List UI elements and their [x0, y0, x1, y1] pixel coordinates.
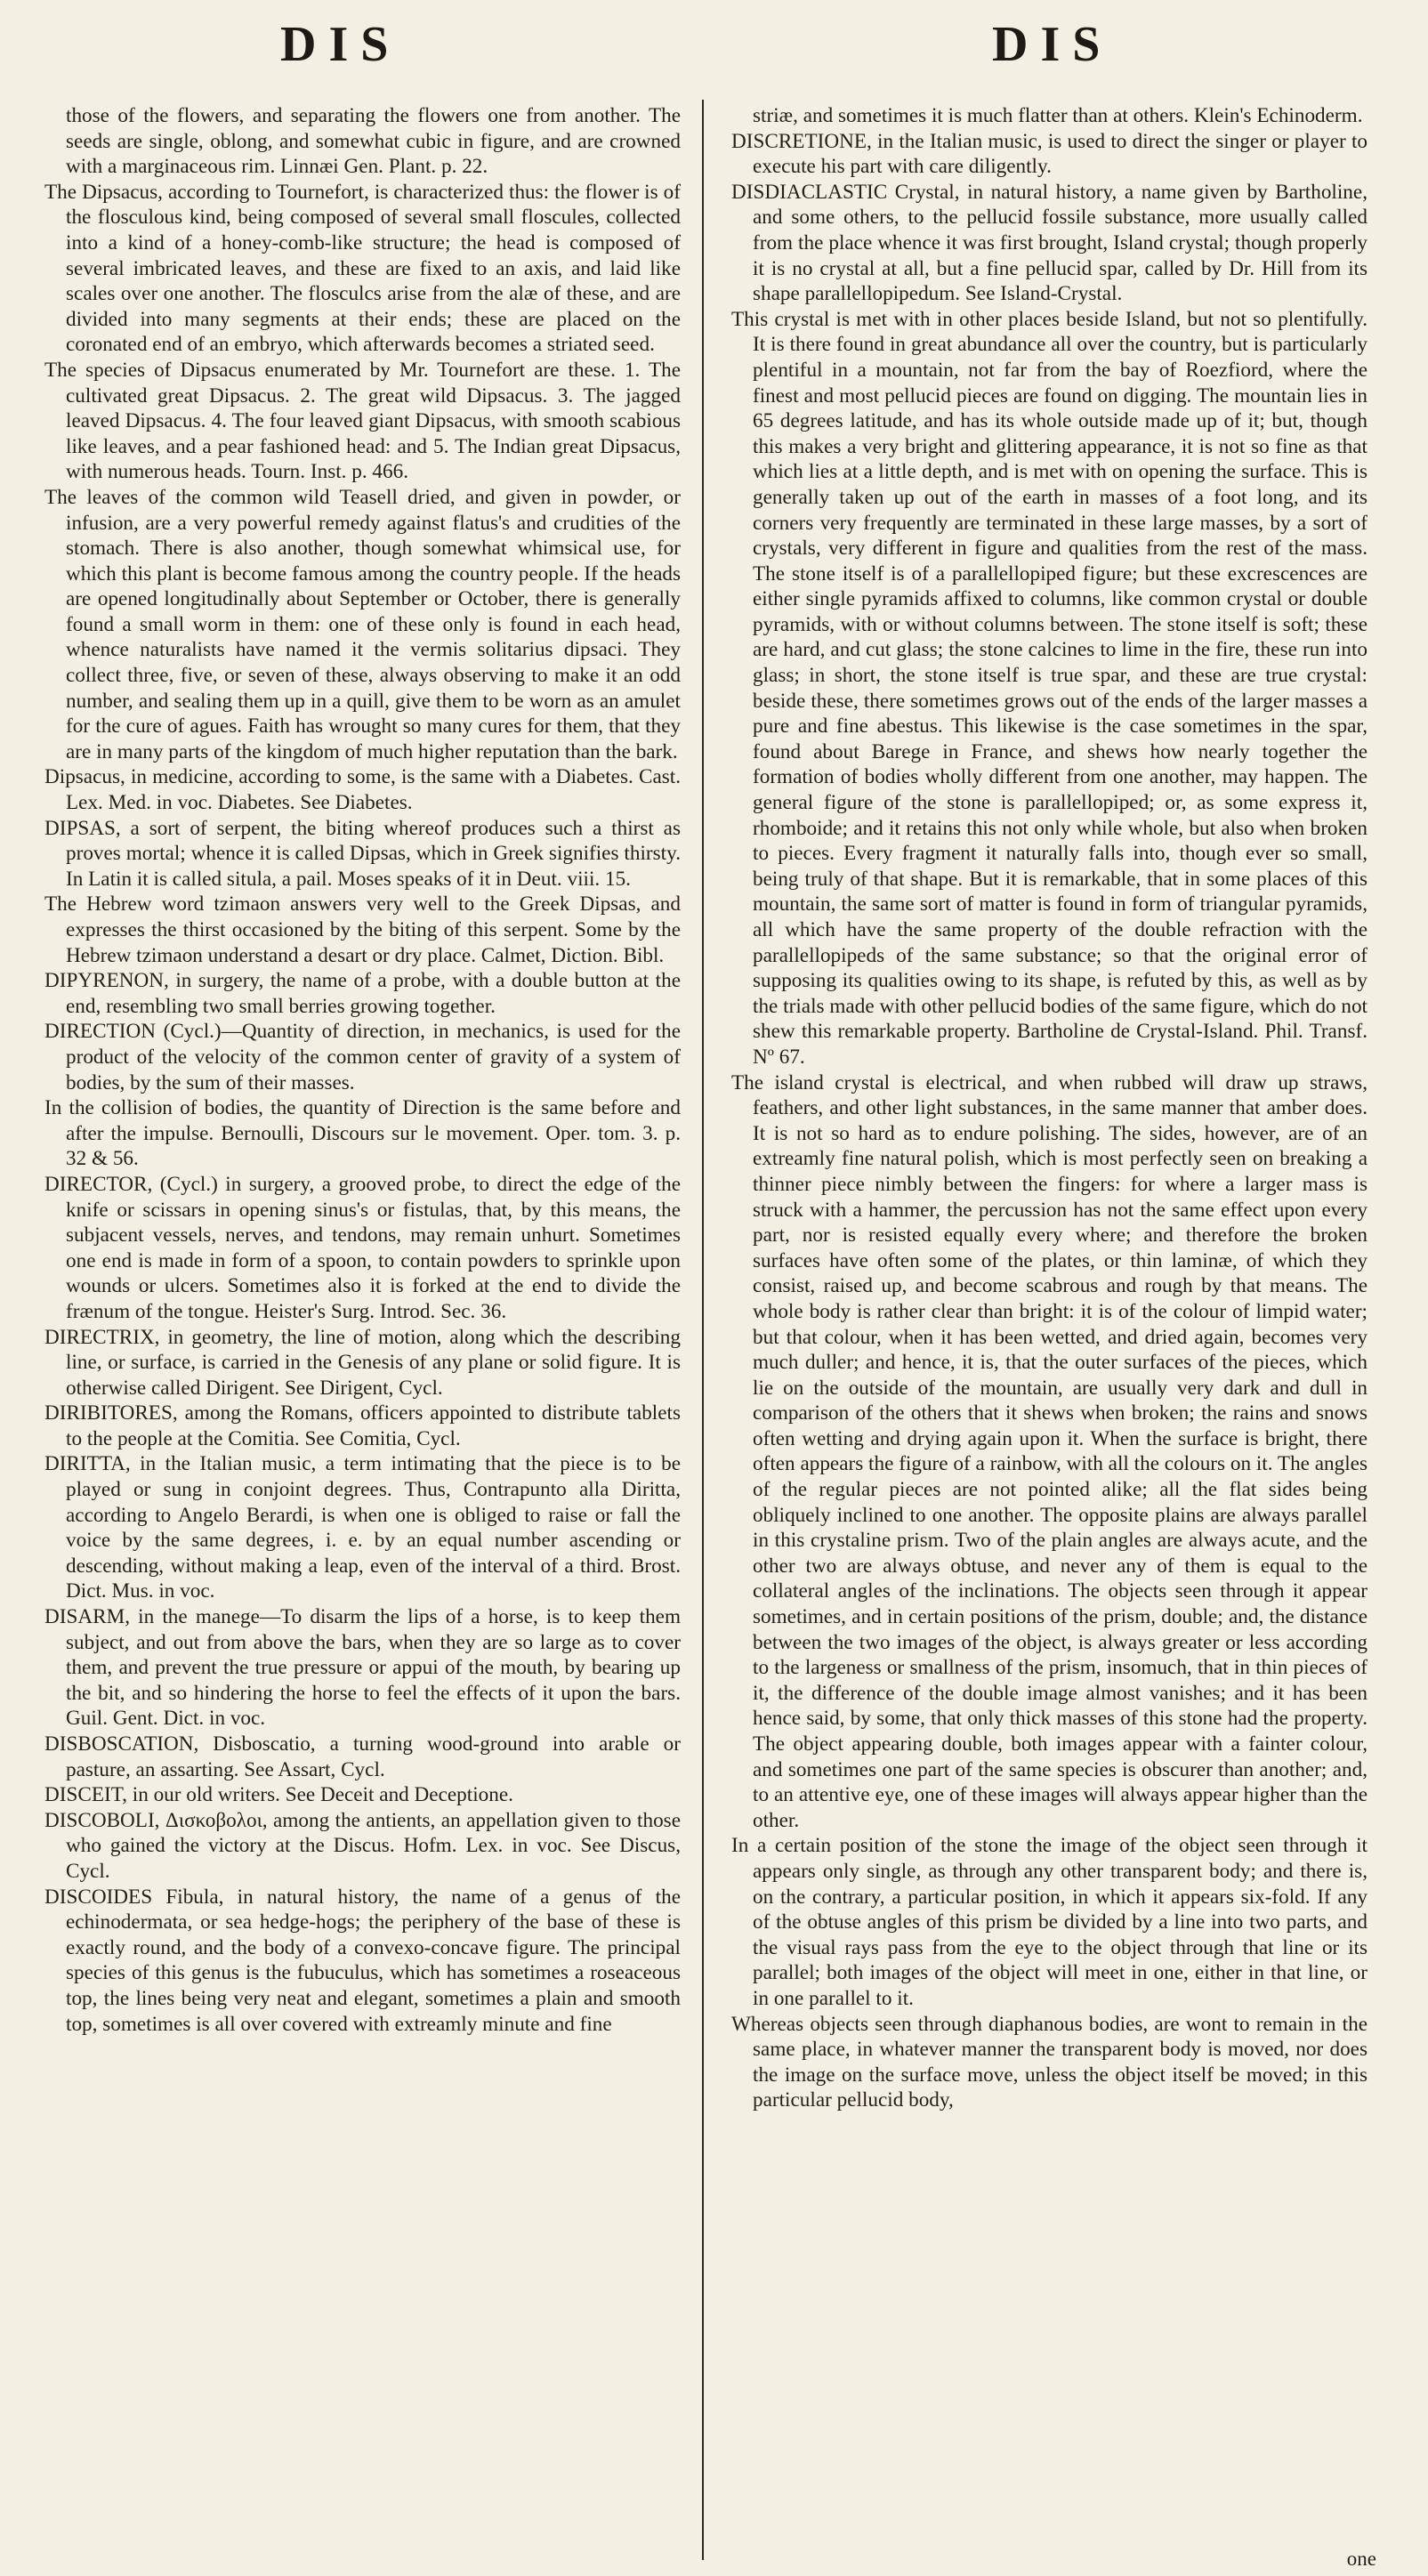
- text-paragraph: DIPSAS, a sort of serpent, the biting whereof produces such a thirst as proves mortal; whence it is called Dipsas, which in Greek signifies thirsty. In Latin it is called situla, a pail. Moses speaks of it in Deut. viii. 15.: [44, 816, 681, 891]
- text-paragraph: The Hebrew word tzimaon answers very well to the Greek Dipsas, and expresses the thirst occasioned by the biting of this serpent. Some by the Hebrew tzimaon understand a desart or dry place. Calmet, Diction. Bibl.: [44, 892, 681, 967]
- text-paragraph: DISCEIT, in our old writers. See Deceit and Deceptione.: [44, 1783, 513, 1807]
- text-paragraph: The Dipsacus, according to Tournefort, is characterized thus: the flower is of the flosculous kind, being composed of several small floscules, collected into a kind of a honey-comb-like structure; the head is composed of several imbricated leaves, and these are fixed to an axis, and laid like scales over one another. The flosculcs arise from the alæ of these, and are divided into many segments at their ends; these are placed on the coronated end of an embryo, which afterwards becomes a striated seed.: [44, 180, 681, 357]
- text-paragraph: DISCOBOLI, Δισκοβολοι, among the antients, an appellation given to those who gained the victory at the Discus. Hofm. Lex. in voc. See Discus, Cycl.: [44, 1808, 681, 1883]
- text-paragraph: In the collision of bodies, the quantity of Direction is the same before and after the impulse. Bernoulli, Discours sur le movement. Oper. tom. 3. p. 32 & 56.: [44, 1096, 681, 1171]
- text-paragraph: DISCRETIONE, in the Italian music, is used to direct the singer or player to execute his part with care diligently.: [731, 129, 1367, 179]
- text-paragraph: This crystal is met with in other places beside Island, but not so plentifully. It is there found in great abundance all over the country, but is particularly plentiful in a mountain, not far from the bay of Roezfiord, where the finest and most pellucid pieces are found on digging. The mountain lies in 65 degrees latitude, and has its whole outside made up of it; but, though this makes a very bright and glittering appearance, it is not so fine as that which lies at a little depth, and is met with on opening the surface. This is generally taken up out of the earth in masses of a foot long, and its corners very frequently are terminated in these large masses, by a sort of crystals, very different in figure and qualities from the rest of the mass. The stone itself is of a parallellopiped figure; but these excrescences are either single pyramids affixed to columns, like common crystal or double pyramids, with or without columns between. The stone itself is soft; these are hard, and cut glass; the stone calcines to lime in the fire, these run into glass; in short, the stone itself is true spar, and these are true crystal: beside these, there sometimes grows out of the ends of the larger masses a pure and fine abestus. This likewise is the case sometimes in the spar, found about Barege in France, and shews how nearly together the formation of bodies wholly different from one another, may happen. The general figure of the stone is parallellopiped; or, as some express it, rhomboide; and it retains this not only while whole, but also when broken to pieces. Every fragment it naturally falls into, though ever so small, being truly of that shape. But it is remarkable, that in some places of this mountain, the same sort of matter is found in form of triangular pyramids, all which have the same property of the double refraction with the parallellopipeds of the same substance; so that the original error of supposing its qualities owing to its shape, is refuted by this, as well as by the trials made with other pellucid bodies of the same figure, which do not shew this remarkable property. Bartholine de Crystal-Island. Phil. Transf. Nº 67.: [731, 307, 1367, 1069]
- text-paragraph: DISBOSCATION, Disboscatio, a turning wood-ground into arable or pasture, an assarting. See Assart, Cycl.: [44, 1732, 681, 1781]
- text-paragraph: DISDIACLASTIC Crystal, in natural history, a name given by Bartholine, and some others, to the pellucid fossile substance, more usually called from the place whence it was first brought, Island crystal; though properly it is no crystal at all, but a fine pellucid spar, called by Dr. Hill from its shape parallellopipedum. See Island-Crystal.: [731, 180, 1367, 306]
- column-divider: [702, 100, 704, 2560]
- text-paragraph: DIRITTA, in the Italian music, a term intimating that the piece is to be played or sung in conjoint degrees. Thus, Contrapunto alla Diritta, according to Angelo Berardi, is when one is obliged to raise or fall the voice by the same degrees, i. e. by an equal number ascending or descending, without making a leap, even of the interval of a third. Brost. Dict. Mus. in voc.: [44, 1452, 681, 1603]
- text-paragraph: DIPYRENON, in surgery, the name of a probe, with a double button at the end, resembling two small berries growing together.: [44, 969, 681, 1018]
- text-paragraph: DIRECTION (Cycl.)—Quantity of direction, in mechanics, is used for the product of the velocity of the common center of gravity of a system of bodies, by the sum of their masses.: [44, 1020, 681, 1094]
- running-head-right: DIS: [992, 17, 1113, 72]
- text-paragraph: DIRECTRIX, in geometry, the line of motion, along which the describing line, or surface, is carried in the Genesis of any plane or solid figure. It is otherwise called Dirigent. See Dirigent, Cycl.: [44, 1325, 681, 1400]
- catchword: one: [1346, 2548, 1376, 2570]
- text-paragraph: DIRECTOR, (Cycl.) in surgery, a grooved probe, to direct the edge of the knife or scissars in opening sinus's or fistulas, that, by this means, the subjacent vessels, nerves, and tendons, may remain unhurt. Sometimes one end is made in form of a spoon, to contain powders to sprinkle upon wounds or ulcers. Sometimes also it is forked at the end to divide the frænum of the tongue. Heister's Surg. Introd. Sec. 36.: [44, 1172, 681, 1323]
- text-paragraph: striæ, and sometimes it is much flatter than at others. Klein's Echinoderm.: [753, 104, 1363, 127]
- right-column: [731, 103, 1367, 2559]
- running-head-left: DIS: [280, 17, 401, 72]
- text-paragraph: Dipsacus, in medicine, according to some, is the same with a Diabetes. Cast. Lex. Med. in voc. Diabetes. See Diabetes.: [44, 765, 681, 815]
- text-paragraph: DISCOIDES Fibula, in natural history, the name of a genus of the echinodermata, or sea hedge-hogs; the periphery of the base of these is exactly round, and the body of a convexo-concave figure. The principal species of this genus is the fubuculus, which has sometimes a roseaceous top, the lines being very neat and elegant, sometimes a plain and smooth top, sometimes is all over covered with extreamly minute and fine: [44, 1885, 681, 2036]
- text-paragraph: The island crystal is electrical, and when rubbed will draw up straws, feathers, and other light substances, in the same manner that amber does. It is not so hard as to endure polishing. The sides, however, are of an extreamly fine natural polish, which is most perfectly seen on breaking a thinner piece nimbly between the fingers: for where a larger mass is struck with a hammer, the percussion has not the same effect upon every part, nor is resisted equally every where; and therefore the broken surfaces have often some of the plates, or thin laminæ, of which they consist, raised up, and become scabrous and rough by that means. The whole body is rather clear than bright: it is of the colour of limpid water; but that colour, when it has been wetted, and dried again, becomes very much duller; and hence, it is, that the outer surfaces of the pieces, which lie on the outside of the mountain, are usually very dark and dull in comparison of the others that it shews when broken; the rains and snows often wetting and drying again upon it. When the surface is bright, there often appears the figure of a rainbow, with all the colours on it. The angles of the regular pieces are not pointed alike; all the flat sides being obliquely inclined to one another. The opposite plains are always parallel in this crystaline prism. Two of the plain angles are always acute, and the other two are always obtuse, and never any of them is equal to the collateral angles of the inclinations. The objects seen through it appear sometimes, and in certain positions of the prism, double; and, the distance between the two images of the object, is always greater or less according to the largeness or smallness of the prism, insomuch, that in thin pieces of it, the difference of the double image almost vanishes; and it has been hence said, by some, that only thick masses of this stone had the property. The object appearing double, both images appear with a fainter colour, and sometimes one part of the same species is obscurer than another; and, to an attentive eye, one of these images will always appear higher than the other.: [731, 1070, 1367, 1832]
- left-column: [44, 103, 681, 2559]
- text-paragraph: those of the flowers, and separating the flowers one from another. The seeds are single, oblong, and somewhat cubic in figure, and are crowned with a marginaceous rim. Linnæi Gen. Plant. p. 22.: [66, 104, 681, 179]
- text-paragraph: The leaves of the common wild Teasell dried, and given in powder, or infusion, are a very powerful remedy against flatus's and crudities of the stomach. There is also another, though somewhat whimsical use, for which this plant is become famous among the country people. If the heads are opened longitudinally about September or October, there is generally found a small worm in them: one of these only is found in each head, whence naturalists have named it the vermis solitarius dipsaci. They collect three, five, or seven of these, always observing to make it an odd number, and sealing them up in a quill, give them to be worn as an amulet for the cure of agues. Faith has wrought so many cures for them, that they are in many parts of the kingdom of much higher reputation than the bark.: [44, 485, 681, 763]
- text-paragraph: Whereas objects seen through diaphanous bodies, are wont to remain in the same place, in whatever manner the transparent body is moved, nor does the image on the surface move, unless the object itself be moved; in this particular pellucid body,: [731, 2012, 1367, 2112]
- text-paragraph: DISARM, in the manege—To disarm the lips of a horse, is to keep them subject, and out from above the bars, when they are so large as to cover them, and prevent the true pressure or appui of the mouth, by bearing up the bit, and so hindering the horse to feel the effects of it upon the bars. Guil. Gent. Dict. in voc.: [44, 1605, 681, 1731]
- text-paragraph: In a certain position of the stone the image of the object seen through it appears only single, as through any other transparent body; and there is, on the contrary, a particular position, in which it appears six-fold. If any of the obtuse angles of this prism be divided by a line into two parts, and the visual rays pass from the eye to the object through that line or its parallel; both images of the object will meet in one, either in that line, or in one parallel to it.: [731, 1834, 1367, 2010]
- text-paragraph: The species of Dipsacus enumerated by Mr. Tournefort are these. 1. The cultivated great Dipsacus. 2. The great wild Dipsacus. 3. The jagged leaved Dipsacus. 4. The four leaved giant Dipsacus, with smooth scabious like leaves, and a pear fashioned head: and 5. The Indian great Dipsacus, with numerous heads. Tourn. Inst. p. 466.: [44, 358, 681, 484]
- text-paragraph: DIRIBITORES, among the Romans, officers appointed to distribute tablets to the people at the Comitia. See Comitia, Cycl.: [44, 1401, 681, 1450]
